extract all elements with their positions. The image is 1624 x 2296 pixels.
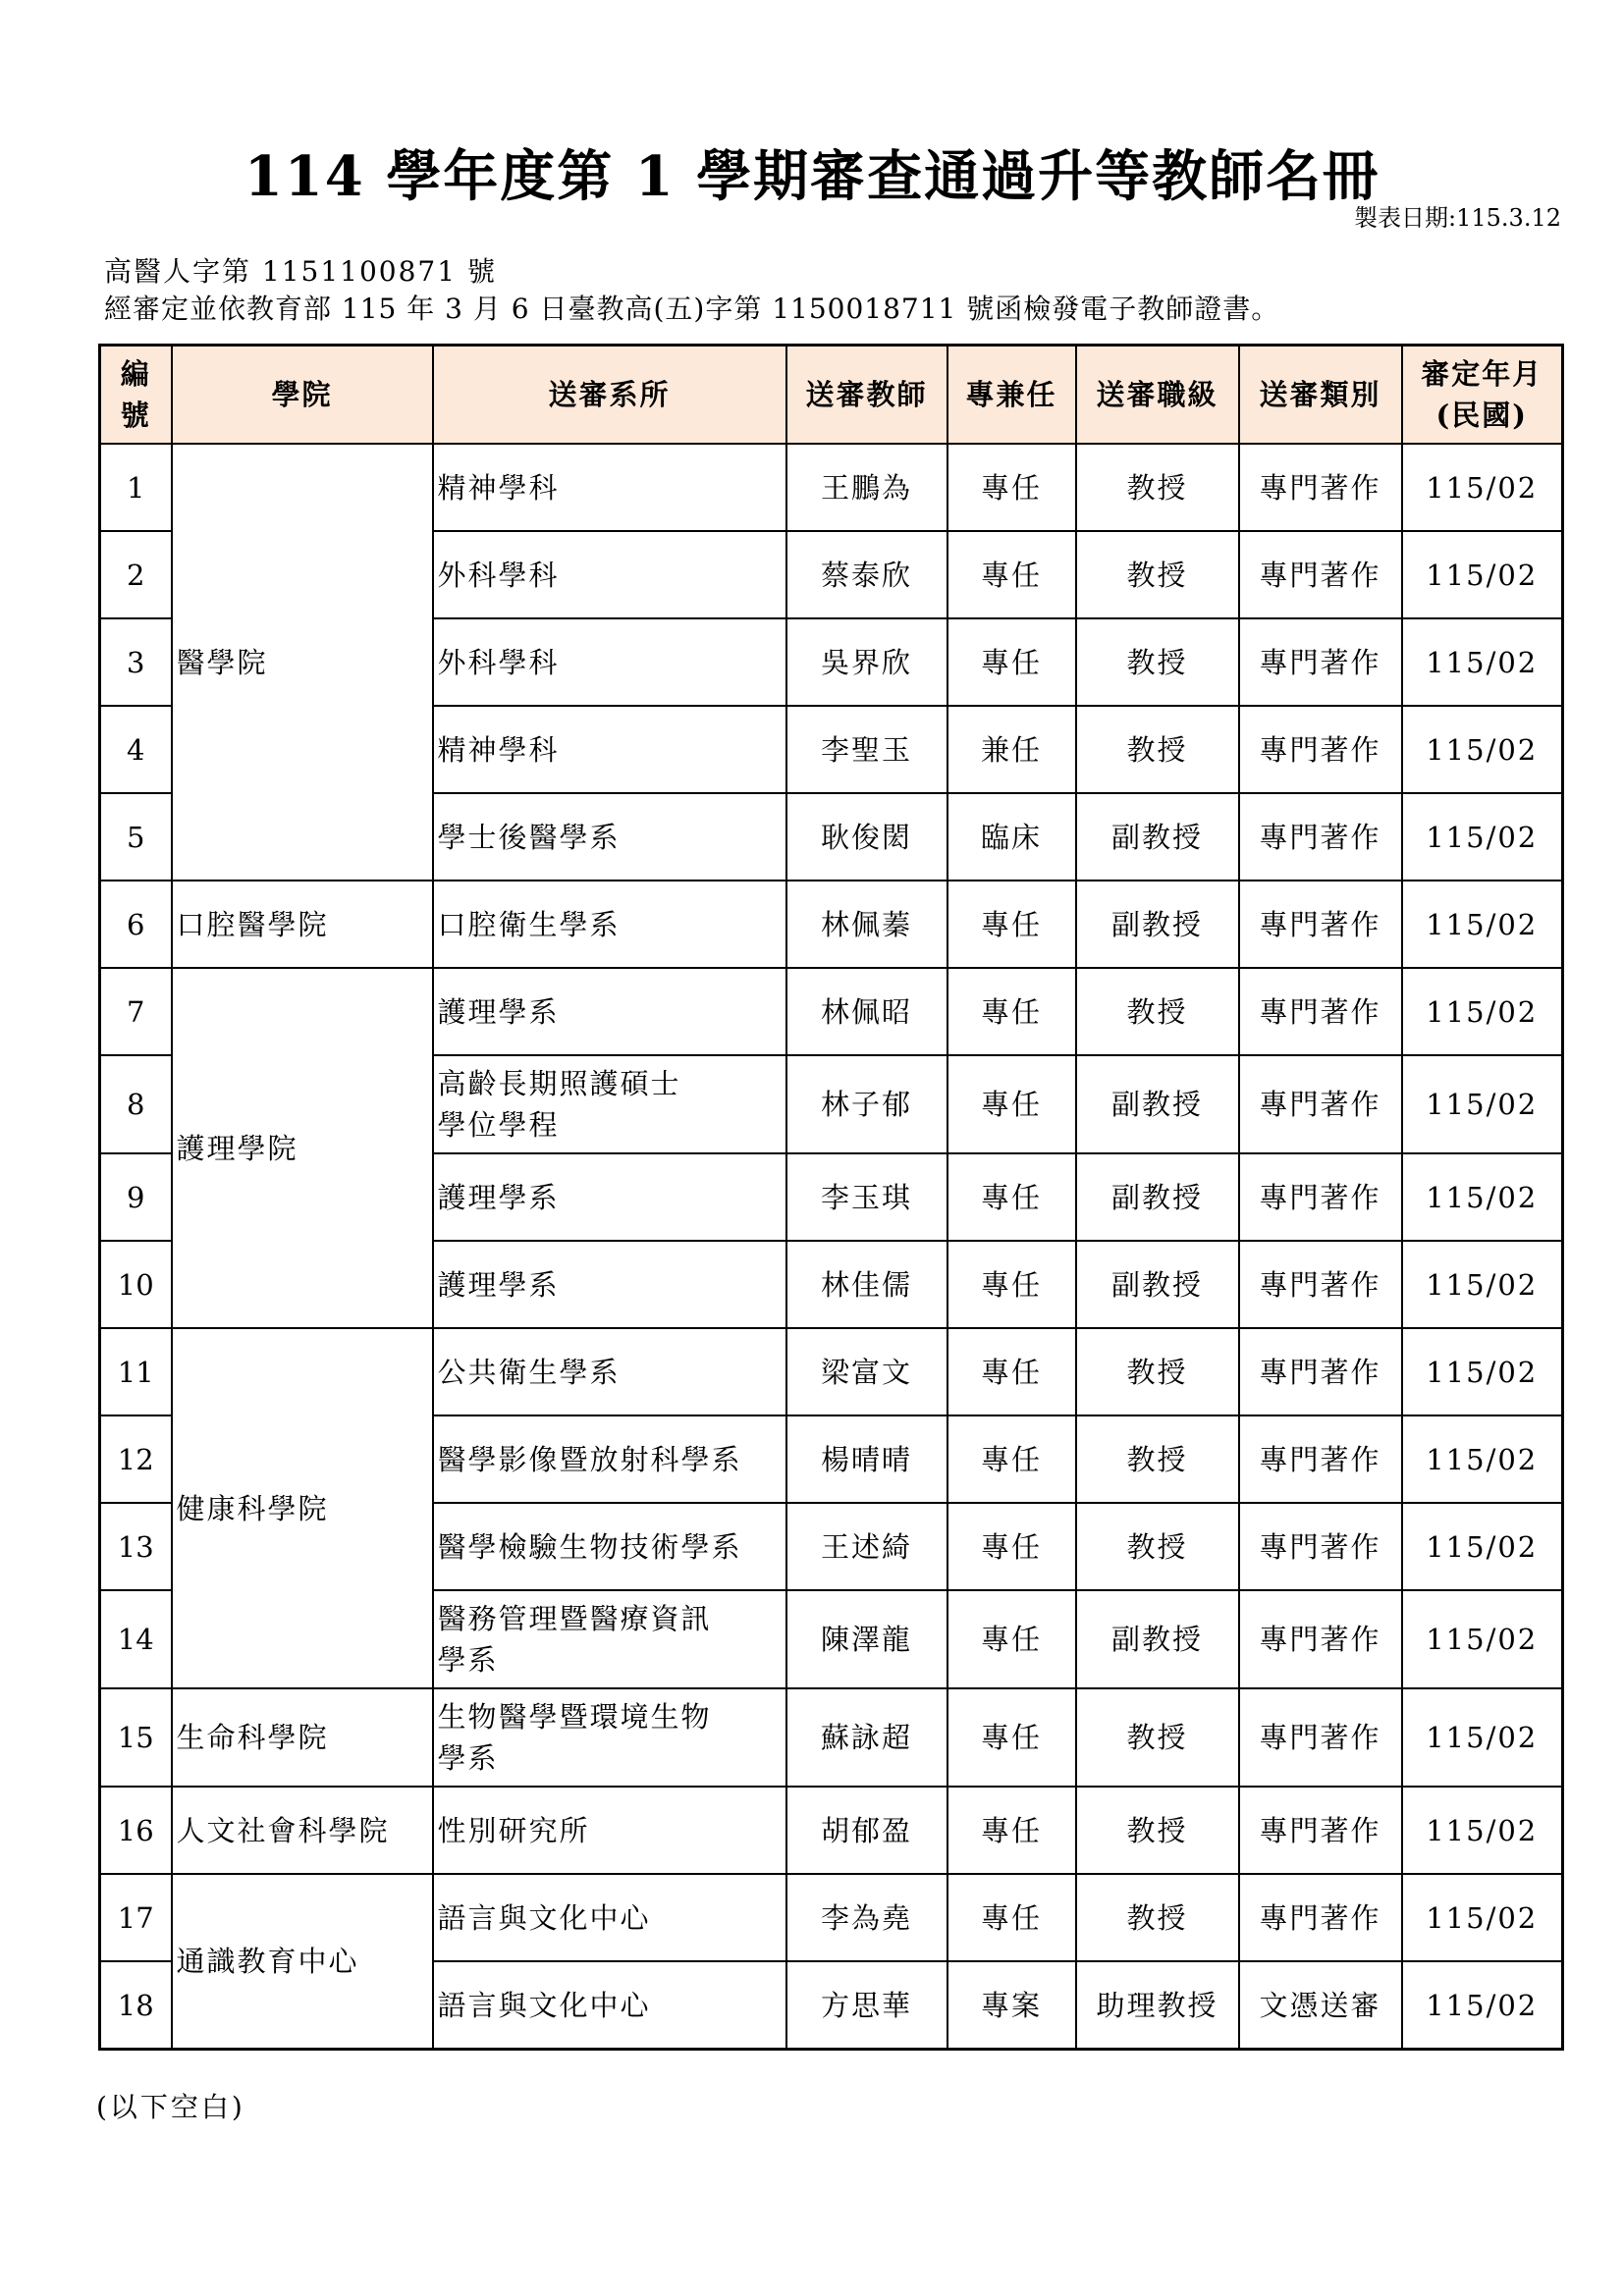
employment-type-cell: 專任 [947,1503,1076,1590]
table-row [100,1328,1563,1415]
rank-cell: 教授 [1076,706,1239,793]
teacher-cell: 胡郁盈 [786,1787,947,1874]
table-row [100,444,1563,531]
teacher-cell: 李為堯 [786,1874,947,1961]
department-cell [433,1787,786,1874]
department-line-1: 生物醫學暨環境生物 [437,1700,712,1734]
department-line-1: 外科學科 [437,645,560,679]
department-line-1: 精神學科 [437,470,560,505]
approval-date-cell: 115/02 [1402,1874,1563,1961]
row-number: 14 [100,1590,172,1688]
department-cell [433,1874,786,1961]
employment-type-cell: 專任 [947,1787,1076,1874]
date-label: 製表日期:115.3.12 [1354,204,1561,232]
employment-type-cell: 專任 [947,1055,1076,1153]
employment-type-cell: 專任 [947,1241,1076,1328]
approval-date-cell: 115/02 [1402,1328,1563,1415]
department-line-1: 醫務管理暨醫療資訊 [437,1602,712,1635]
rank-cell: 教授 [1076,1787,1239,1874]
employment-type-cell: 專任 [947,968,1076,1055]
department-cell [433,881,786,968]
rank-cell: 教授 [1076,1688,1239,1787]
header-teacher: 送審教師 [786,346,947,445]
teacher-cell: 陳澤龍 [786,1590,947,1688]
approval-date-cell: 115/02 [1402,1961,1563,2050]
department-cell [433,793,786,881]
department-line-1: 精神學科 [437,732,560,767]
promotion-roster-table [98,344,1564,2051]
department-cell [433,968,786,1055]
employment-type-cell: 專任 [947,1328,1076,1415]
row-number: 15 [100,1688,172,1787]
rank-cell: 副教授 [1076,881,1239,968]
department-cell [433,1961,786,2050]
table-row [100,1874,1563,1961]
category-cell: 專門著作 [1239,968,1402,1055]
department-line-1: 外科學科 [437,558,560,592]
row-number: 4 [100,706,172,793]
table-row [100,881,1563,968]
approval-date-cell: 115/02 [1402,968,1563,1055]
employment-type-cell: 專任 [947,531,1076,618]
category-cell: 專門著作 [1239,1688,1402,1787]
department-cell [433,1153,786,1241]
table-header-row [100,346,1563,445]
table-row [100,968,1563,1055]
department-cell [433,1590,786,1688]
header-college: 學院 [172,346,433,445]
row-number: 18 [100,1961,172,2050]
department-cell [433,1415,786,1503]
teacher-cell: 梁富文 [786,1328,947,1415]
department-cell [433,1328,786,1415]
row-number: 7 [100,968,172,1055]
department-cell [433,618,786,706]
category-cell: 專門著作 [1239,1055,1402,1153]
approval-date-cell: 115/02 [1402,531,1563,618]
employment-type-cell: 專任 [947,1688,1076,1787]
category-cell: 專門著作 [1239,1241,1402,1328]
department-line-2: 學系 [437,1643,499,1677]
row-number: 12 [100,1415,172,1503]
department-cell [433,706,786,793]
table-row [100,1787,1563,1874]
document-number: 高醫人字第 1151100871 號 [104,255,497,288]
teacher-cell: 耿俊閎 [786,793,947,881]
teacher-cell: 吳界欣 [786,618,947,706]
header-department: 送審系所 [433,346,786,445]
department-line-1: 高齡長期照護碩士 [437,1067,681,1100]
college-cell: 護理學院 [172,968,433,1328]
department-line-1: 醫學檢驗生物技術學系 [437,1529,742,1564]
college-cell: 人文社會科學院 [172,1787,433,1874]
category-cell: 專門著作 [1239,1415,1402,1503]
department-line-1: 學士後醫學系 [437,820,621,854]
row-number: 13 [100,1503,172,1590]
rank-cell: 助理教授 [1076,1961,1239,2050]
row-number: 3 [100,618,172,706]
college-cell: 生命科學院 [172,1688,433,1787]
rank-cell: 副教授 [1076,793,1239,881]
certificate-note: 經審定並依教育部 115 年 3 月 6 日臺教高(五)字第 1150018711 號函檢發電子教師證書。 [104,293,1280,325]
rank-cell: 教授 [1076,968,1239,1055]
row-number: 9 [100,1153,172,1241]
department-cell [433,531,786,618]
department-line-2: 學位學程 [437,1108,560,1142]
teacher-cell: 王述綺 [786,1503,947,1590]
approval-date-cell: 115/02 [1402,793,1563,881]
employment-type-cell: 兼任 [947,706,1076,793]
teacher-cell: 林子郁 [786,1055,947,1153]
department-line-2: 學系 [437,1741,499,1775]
rank-cell: 教授 [1076,1415,1239,1503]
approval-date-cell: 115/02 [1402,1055,1563,1153]
teacher-cell: 林佩蓁 [786,881,947,968]
rank-cell: 副教授 [1076,1153,1239,1241]
row-number: 2 [100,531,172,618]
college-cell: 通識教育中心 [172,1874,433,2050]
department-cell [433,1241,786,1328]
employment-type-cell: 專任 [947,444,1076,531]
employment-type-cell: 專任 [947,618,1076,706]
category-cell: 專門著作 [1239,706,1402,793]
row-number: 8 [100,1055,172,1153]
category-cell: 專門著作 [1239,1590,1402,1688]
row-number: 5 [100,793,172,881]
row-number: 16 [100,1787,172,1874]
teacher-cell: 楊晴晴 [786,1415,947,1503]
rank-cell: 副教授 [1076,1241,1239,1328]
approval-date-cell: 115/02 [1402,1688,1563,1787]
approval-date-cell: 115/02 [1402,1787,1563,1874]
approval-date-cell: 115/02 [1402,618,1563,706]
category-cell: 專門著作 [1239,618,1402,706]
category-cell: 專門著作 [1239,531,1402,618]
employment-type-cell: 專任 [947,1415,1076,1503]
department-cell [433,1503,786,1590]
department-line-1: 語言與文化中心 [437,1988,651,2022]
header-employment-type: 專兼任 [947,346,1076,445]
employment-type-cell: 專任 [947,1153,1076,1241]
row-number: 10 [100,1241,172,1328]
employment-type-cell: 專任 [947,881,1076,968]
row-number: 1 [100,444,172,531]
teacher-cell: 方思華 [786,1961,947,2050]
teacher-cell: 王鵬為 [786,444,947,531]
rank-cell: 副教授 [1076,1055,1239,1153]
approval-date-cell: 115/02 [1402,1415,1563,1503]
employment-type-cell: 專任 [947,1590,1076,1688]
approval-date-cell: 115/02 [1402,444,1563,531]
row-number: 11 [100,1328,172,1415]
category-cell: 專門著作 [1239,444,1402,531]
department-line-1: 語言與文化中心 [437,1900,651,1935]
department-cell [433,1688,786,1787]
category-cell: 專門著作 [1239,1153,1402,1241]
header-approval-date: 審定年月 (民國) [1402,346,1563,445]
department-line-1: 護理學系 [437,1267,560,1302]
approval-date-cell: 115/02 [1402,1153,1563,1241]
college-cell: 口腔醫學院 [172,881,433,968]
row-number: 17 [100,1874,172,1961]
teacher-cell: 林佩昭 [786,968,947,1055]
teacher-cell: 蔡泰欣 [786,531,947,618]
teacher-cell: 蘇詠超 [786,1688,947,1787]
approval-date-cell: 115/02 [1402,881,1563,968]
employment-type-cell: 專案 [947,1961,1076,2050]
page-title: 114 學年度第 1 學期審查通過升等教師名冊 [244,144,1380,209]
rank-cell: 教授 [1076,1503,1239,1590]
rank-cell: 教授 [1076,531,1239,618]
header-rank: 送審職級 [1076,346,1239,445]
rank-cell: 教授 [1076,1328,1239,1415]
header-number: 編 號 [100,346,172,445]
department-line-1: 護理學系 [437,994,560,1029]
category-cell: 專門著作 [1239,1328,1402,1415]
header-category: 送審類別 [1239,346,1402,445]
rank-cell: 教授 [1076,444,1239,531]
department-line-1: 醫學影像暨放射科學系 [437,1442,742,1476]
department-cell [433,1055,786,1153]
department-line-1: 護理學系 [437,1180,560,1214]
table-row [100,1688,1563,1787]
approval-date-cell: 115/02 [1402,1590,1563,1688]
rank-cell: 教授 [1076,1874,1239,1961]
approval-date-cell: 115/02 [1402,706,1563,793]
category-cell: 專門著作 [1239,1874,1402,1961]
category-cell: 專門著作 [1239,881,1402,968]
employment-type-cell: 專任 [947,1874,1076,1961]
department-cell [433,444,786,531]
blank-below-note: (以下空白) [96,2091,245,2123]
department-line-1: 性別研究所 [437,1813,590,1847]
approval-date-cell: 115/02 [1402,1241,1563,1328]
college-cell: 醫學院 [172,444,433,881]
teacher-cell: 李玉琪 [786,1153,947,1241]
employment-type-cell: 臨床 [947,793,1076,881]
department-line-1: 公共衛生學系 [437,1355,621,1389]
teacher-cell: 林佳儒 [786,1241,947,1328]
category-cell: 文憑送審 [1239,1961,1402,2050]
category-cell: 專門著作 [1239,1787,1402,1874]
teacher-cell: 李聖玉 [786,706,947,793]
college-cell: 健康科學院 [172,1328,433,1688]
category-cell: 專門著作 [1239,793,1402,881]
category-cell: 專門著作 [1239,1503,1402,1590]
approval-date-cell: 115/02 [1402,1503,1563,1590]
department-line-1: 口腔衛生學系 [437,907,621,941]
row-number: 6 [100,881,172,968]
rank-cell: 副教授 [1076,1590,1239,1688]
rank-cell: 教授 [1076,618,1239,706]
